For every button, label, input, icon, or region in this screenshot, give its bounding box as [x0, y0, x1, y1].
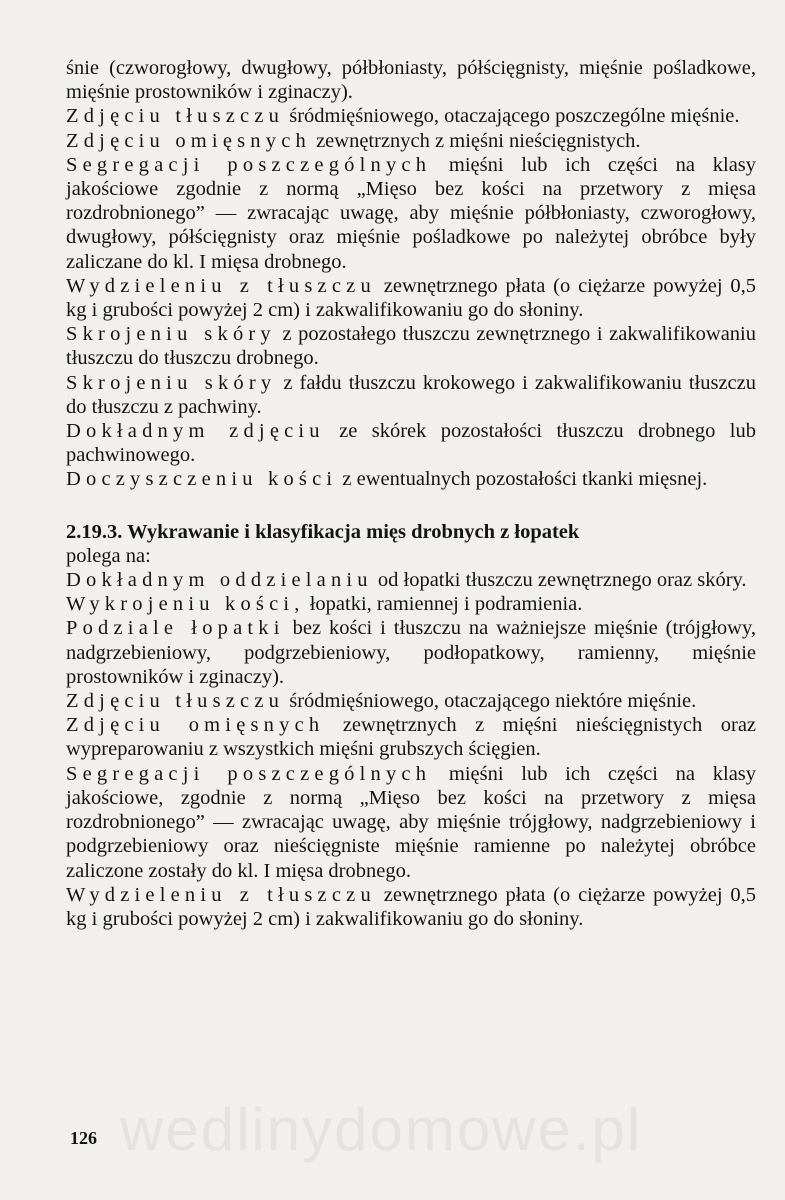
section-intro: polega na:	[66, 544, 151, 567]
page-body	[66, 56, 756, 931]
paragraph-lead: Dokładnym zdjęciu	[66, 420, 325, 443]
paragraph-text: zewnętrznego płata (o ciężarze powyżej 0,5 kg i grubości powyżej 2 cm) i zakwalifikowaniu go do słoniny.	[66, 274, 756, 322]
paragraph-text: bez kości i tłuszczu na ważniejsze mięśnie (trójgłowy, nadgrzebieniowy, podgrzebieniowy, podłopatkowy, ramienny, mięśnie prostowników i zginaczy).	[66, 617, 757, 688]
paragraph-text: śródmięśniowego, otaczającego niektóre mięśnie.	[289, 690, 697, 713]
paragraph	[66, 616, 756, 689]
paragraph-text: zewnętrznego płata (o ciężarze powyżej 0,5 kg i grubości powyżej 2 cm) i zakwalifikowaniu go do słoniny.	[66, 883, 756, 930]
paragraph	[66, 713, 756, 761]
paragraph	[66, 322, 756, 370]
paragraph-lead: Doczyszczeniu kości	[66, 468, 338, 491]
paragraph	[66, 568, 756, 592]
page-number: 126	[70, 1128, 97, 1148]
paragraph-lead: Zdjęciu omięsnych	[66, 129, 311, 152]
paragraph-lead: Segregacji poszczególnych	[66, 762, 432, 785]
section-heading: 2.19.3. Wykrawanie i klasyfikacja mięs drobnych z łopatek	[66, 520, 580, 543]
paragraph	[66, 467, 756, 491]
paragraph	[66, 371, 756, 419]
watermark: wedlinydomowe.pl	[120, 1096, 643, 1163]
paragraph-lead: Segregacji poszczególnych	[66, 153, 432, 176]
paragraph-text: łopatki, ramiennej i podramienia.	[309, 593, 583, 616]
paragraph-text: z ewentualnych pozostałości tkanki mięsnej.	[342, 468, 708, 491]
paragraph	[66, 419, 756, 467]
paragraph-text: zewnętrznych z mięśni nieścięgnistych oraz wypreparowaniu z wszystkich mięśni grubszych ścięgien.	[66, 714, 757, 761]
paragraph	[66, 274, 756, 322]
paragraph-text: śródmięśniowego, otaczającego poszczególne mięśnie.	[289, 105, 740, 128]
paragraph-lead: Skrojeniu skóry	[66, 371, 277, 394]
paragraph	[66, 104, 756, 128]
paragraph	[66, 153, 756, 274]
paragraph-lead: Zdjęciu tłuszczu	[66, 105, 285, 128]
paragraph-text: zewnętrznych z mięśni nieścięgnistych.	[316, 129, 641, 152]
paragraph	[66, 762, 756, 883]
paragraph	[66, 883, 756, 931]
paragraph-lead: Podziale łopatki	[66, 617, 285, 640]
paragraph	[66, 689, 756, 713]
paragraph	[66, 56, 756, 104]
paragraph-text: z fałdu tłuszczu krokowego i zakwalifikowaniu tłuszczu do tłuszczu z pachwiny.	[66, 371, 756, 418]
paragraph-lead: Skrojeniu skóry	[66, 323, 276, 346]
paragraph-lead: Wydzieleniu z tłuszczu	[66, 883, 376, 906]
paragraph-lead: Dokładnym oddzielaniu	[66, 569, 373, 592]
paragraph-lead: Zdjęciu omięsnych	[66, 714, 325, 737]
paragraph-lead: Wykrojeniu kości,	[66, 593, 305, 616]
paragraph-text: mięśni lub ich części na klasy jakościowe zgodnie z normą „Mięso bez kości na przetwory z mięsa rozdrobnionego” — zwracając uwagę, aby mięśnie półbłoniasty, czworogłowy, dwugłowy, półścięgnisty oraz mięśnie pośladkowe po należytej obróbce były zaliczane do kl. I mięsa drobnego.	[66, 153, 757, 273]
paragraph-text: z pozostałego tłuszczu zewnętrznego i zakwalifikowaniu tłuszczu do tłuszczu drobnego.	[66, 323, 756, 370]
paragraph-text: ze skórek pozostałości tłuszczu drobnego lub pachwinowego.	[66, 420, 756, 467]
paragraph	[66, 592, 756, 616]
paragraph-lead: Wydzieleniu z tłuszczu	[66, 274, 376, 297]
paragraph-text: mięśni lub ich części na klasy jakościowe, zgodnie z normą „Mięso bez kości na przetwory z mięsa rozdrobnionego” — zwracając uwagę, aby mięśnie trójgłowy, nadgrzebieniowy i podgrzebieniowy oraz nieścięgniste mięśnie ramienne po należytej obróbce zaliczone zostały do kl. I mięsa drobnego.	[66, 762, 757, 882]
paragraph-text: od łopatki tłuszczu zewnętrznego oraz skóry.	[377, 569, 747, 592]
paragraph-text: śnie (czworogłowy, dwugłowy, półbłoniasty, półścięgnisty, mięśnie pośladkowe, mięśnie prostowników i zginaczy).	[66, 57, 756, 104]
paragraph	[66, 129, 756, 153]
paragraph-lead: Zdjęciu tłuszczu	[66, 690, 285, 713]
